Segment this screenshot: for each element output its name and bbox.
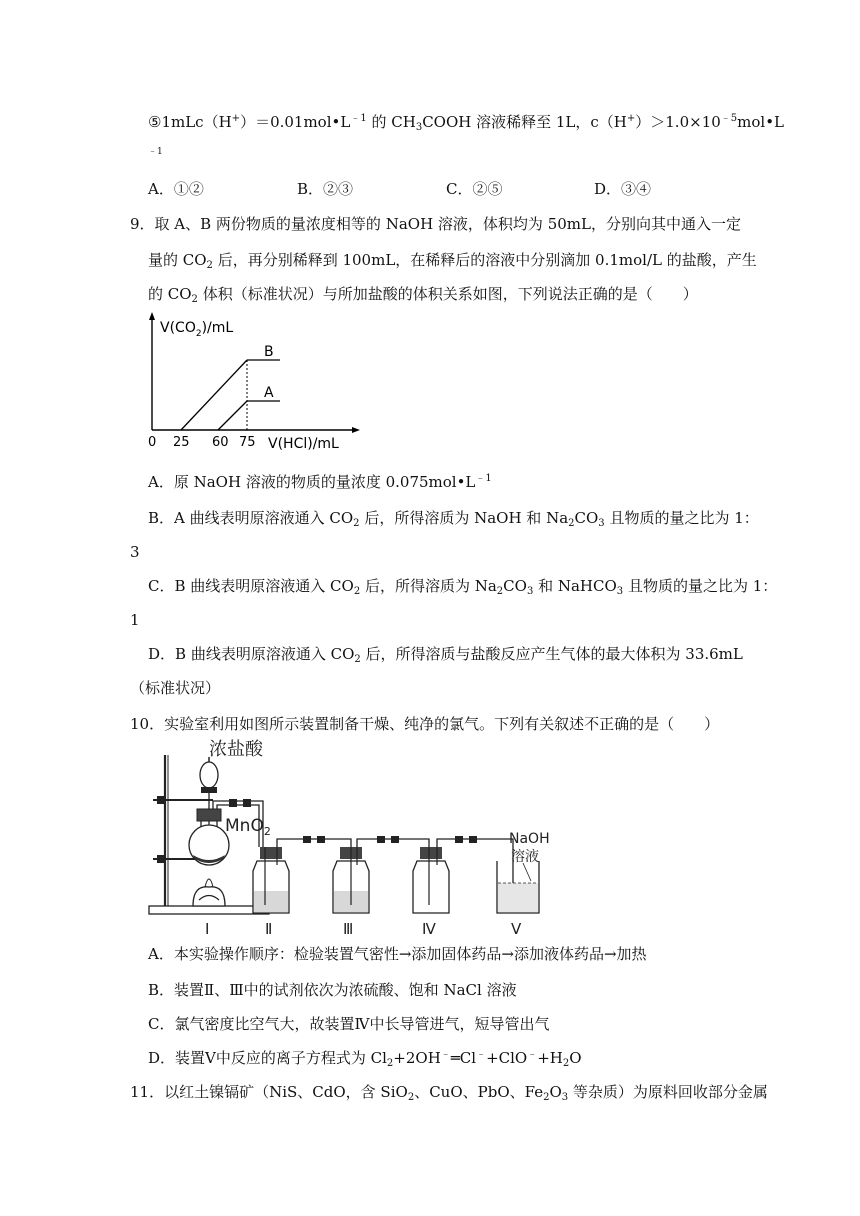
label-V: Ⅴ xyxy=(511,920,522,938)
stand-base xyxy=(149,906,269,914)
q8-item5-line xyxy=(148,112,784,132)
text: 体积（标准状况）与所加盐酸的体积关系如图，下列说法正确的是（ ） xyxy=(197,285,698,303)
text: A．原 NaOH 溶液的物质的量浓度 0.075mol•L xyxy=(148,473,476,491)
q9-option-b-wrap: 3 xyxy=(130,543,140,561)
text: 、CuO、PbO、Fe xyxy=(414,1083,544,1101)
text: CO xyxy=(574,509,599,527)
label-IV: Ⅳ xyxy=(422,920,436,938)
q8-option-a[interactable]: A．①② xyxy=(148,180,204,198)
connector-2a xyxy=(303,836,311,843)
label-I: Ⅰ xyxy=(205,920,210,938)
sub: 2 xyxy=(543,1092,550,1103)
clamp-upper-knob xyxy=(157,796,165,804)
label-II: Ⅱ xyxy=(265,920,273,938)
text: D．装置Ⅴ中反应的离子方程式为 Cl xyxy=(148,1049,387,1067)
text: ）＝0.01mol•L xyxy=(240,113,351,131)
sup: ﹣ xyxy=(527,1049,538,1060)
q10-option-b[interactable]: B．装置Ⅱ、Ⅲ中的试剂依次为浓硫酸、饱和 NaCl 溶液 xyxy=(148,981,517,999)
text: 后，所得溶质为 NaOH 和 Na xyxy=(359,509,569,527)
text: O xyxy=(549,1083,562,1101)
sup: ﹣5 xyxy=(720,113,738,124)
connector-3b xyxy=(391,836,399,843)
bottle-2-liquid xyxy=(254,891,288,912)
naoh-label: NaOH xyxy=(509,831,550,847)
text: C．B 曲线表明原溶液通入 CO xyxy=(148,577,354,595)
text: 1mLc（H xyxy=(161,113,232,131)
q9-option-d-wrap: （标准状况） xyxy=(130,679,221,697)
acid-label: 浓盐酸 xyxy=(209,739,263,760)
sup: ﹣ xyxy=(440,1049,451,1060)
funnel-body xyxy=(200,762,218,788)
connector-2b xyxy=(317,836,325,843)
sub: 2 xyxy=(354,654,361,665)
q9-stem-line3 xyxy=(148,284,698,304)
text: +H xyxy=(537,1049,563,1067)
text: ═Cl xyxy=(450,1049,477,1067)
sub: 2 xyxy=(568,518,575,529)
bottle-2-stopper xyxy=(260,847,282,859)
text: COOH 溶液稀释至 1L，c（H xyxy=(422,113,627,131)
sub: 2 xyxy=(562,1058,570,1069)
q8-item5-wrap: ﹣1 xyxy=(148,147,163,157)
connector-3a xyxy=(377,836,385,843)
sub: 3 xyxy=(415,122,423,133)
sub: 3 xyxy=(616,586,624,597)
label-III: Ⅲ xyxy=(343,920,354,938)
sub: 3 xyxy=(561,1092,569,1103)
curve-a-rise xyxy=(218,401,247,430)
q10-option-a[interactable]: A．本实验操作顺序：检验装置气密性→添加固体药品→添加液体药品→加热 xyxy=(148,945,647,963)
y-axis-arrow xyxy=(149,312,155,320)
q8-option-c[interactable]: C．②⑤ xyxy=(446,180,503,198)
text: 后，再分别稀释到 100mL，在稀释后的溶液中分别滴加 0.1mol/L 的盐酸，产生 xyxy=(212,251,757,269)
bottle-4-stopper xyxy=(420,847,442,859)
q9-option-b[interactable] xyxy=(148,508,759,528)
sub: 2 xyxy=(206,260,213,271)
q10-option-c[interactable]: C．氯气密度比空气大，故装置Ⅳ中长导管进气，短导管出气 xyxy=(148,1015,550,1033)
q10-apparatus-figure xyxy=(143,735,573,940)
sub: 2 xyxy=(191,294,198,305)
burner-body xyxy=(193,887,225,906)
text: 后，所得溶质为 Na xyxy=(360,577,497,595)
text: 11．以红土镍镉矿（NiS、CdO，含 SiO xyxy=(130,1083,408,1101)
curve-b-rise xyxy=(181,360,247,430)
connector-1b xyxy=(243,799,251,807)
q9-stem-line2 xyxy=(148,250,757,270)
tick-0: 0 xyxy=(148,435,157,450)
tube-2 xyxy=(277,839,351,847)
text: 等杂质）为原料回收部分金属 xyxy=(568,1083,768,1101)
sup: ﹣ xyxy=(476,1049,487,1060)
text: 量的 CO xyxy=(148,251,207,269)
sub: 3 xyxy=(598,518,605,529)
bottle-4 xyxy=(413,861,449,913)
text: mol•L xyxy=(737,113,785,131)
tick-25: 25 xyxy=(173,435,190,450)
tick-60: 60 xyxy=(212,435,229,450)
text: ）＞1.0×10 xyxy=(635,113,721,131)
text: 和 NaHCO xyxy=(533,577,617,595)
text: B．A 曲线表明原溶液通入 CO xyxy=(148,509,354,527)
burner-flame xyxy=(205,879,213,887)
sub: 2 xyxy=(353,518,360,529)
solution-label: 溶液 xyxy=(511,849,539,865)
q8-option-d[interactable]: D．③④ xyxy=(594,180,652,198)
text: 的 CO xyxy=(148,285,192,303)
text: +2OH xyxy=(393,1049,441,1067)
sub: 2 xyxy=(386,1058,394,1069)
q8-option-b[interactable]: B．②③ xyxy=(297,180,354,198)
text: +ClO xyxy=(486,1049,528,1067)
q9-option-d[interactable] xyxy=(148,644,743,664)
q9-co2-graph xyxy=(140,310,380,460)
sup: + xyxy=(626,113,636,124)
sub: 2 xyxy=(353,586,361,597)
q9-option-a[interactable] xyxy=(148,472,492,492)
naoh-pointer xyxy=(523,863,531,881)
text: O xyxy=(569,1049,582,1067)
funnel-stopcock xyxy=(201,787,217,793)
sub: 2 xyxy=(496,586,504,597)
q9-stem-line1: 9．取 A、B 两份物质的量浓度相等的 NaOH 溶液，体积均为 50mL，分别向其中通入一定 xyxy=(130,215,741,233)
x-axis-arrow xyxy=(352,427,360,433)
x-axis-label: V(HCl)/mL xyxy=(268,436,339,452)
q10-stem: 10．实验室利用如图所示装置制备干燥、纯净的氯气。下列有关叙述不正确的是（ ） xyxy=(130,715,720,733)
q9-option-c[interactable] xyxy=(148,576,777,596)
text: D．B 曲线表明原溶液通入 CO xyxy=(148,645,355,663)
text: CO xyxy=(503,577,527,595)
mno2-label: MnO$_2$ xyxy=(225,816,271,838)
text: 后，所得溶质与盐酸反应产生气体的最大体积为 33.6mL xyxy=(360,645,743,663)
ring-lower-knob xyxy=(157,855,165,863)
q11-stem xyxy=(130,1082,768,1102)
sup: + xyxy=(231,113,241,124)
q9-option-c-wrap: 1 xyxy=(130,611,140,629)
connector-4a xyxy=(455,836,463,843)
y-axis-label: $V(CO_2)/mL$ xyxy=(160,320,234,339)
flask-stopper xyxy=(197,809,221,821)
text: 的 CH xyxy=(366,113,416,131)
q10-option-d[interactable] xyxy=(148,1048,582,1068)
sub: 2 xyxy=(407,1092,415,1103)
sub: 3 xyxy=(526,586,534,597)
text: 且物质的量之比为 1： xyxy=(623,577,778,595)
curve-a-label: A xyxy=(264,385,274,401)
beaker-5-liquid xyxy=(498,883,538,912)
curve-b-label: B xyxy=(264,344,274,360)
tick-75: 75 xyxy=(239,435,256,450)
text: 且物质的量之比为 1： xyxy=(604,509,759,527)
connector-4b xyxy=(469,836,477,843)
circle-five: ⑤ xyxy=(148,113,162,131)
sup: ﹣1 xyxy=(475,473,492,484)
sup: ﹣1 xyxy=(350,113,367,124)
connector-1 xyxy=(229,799,237,807)
